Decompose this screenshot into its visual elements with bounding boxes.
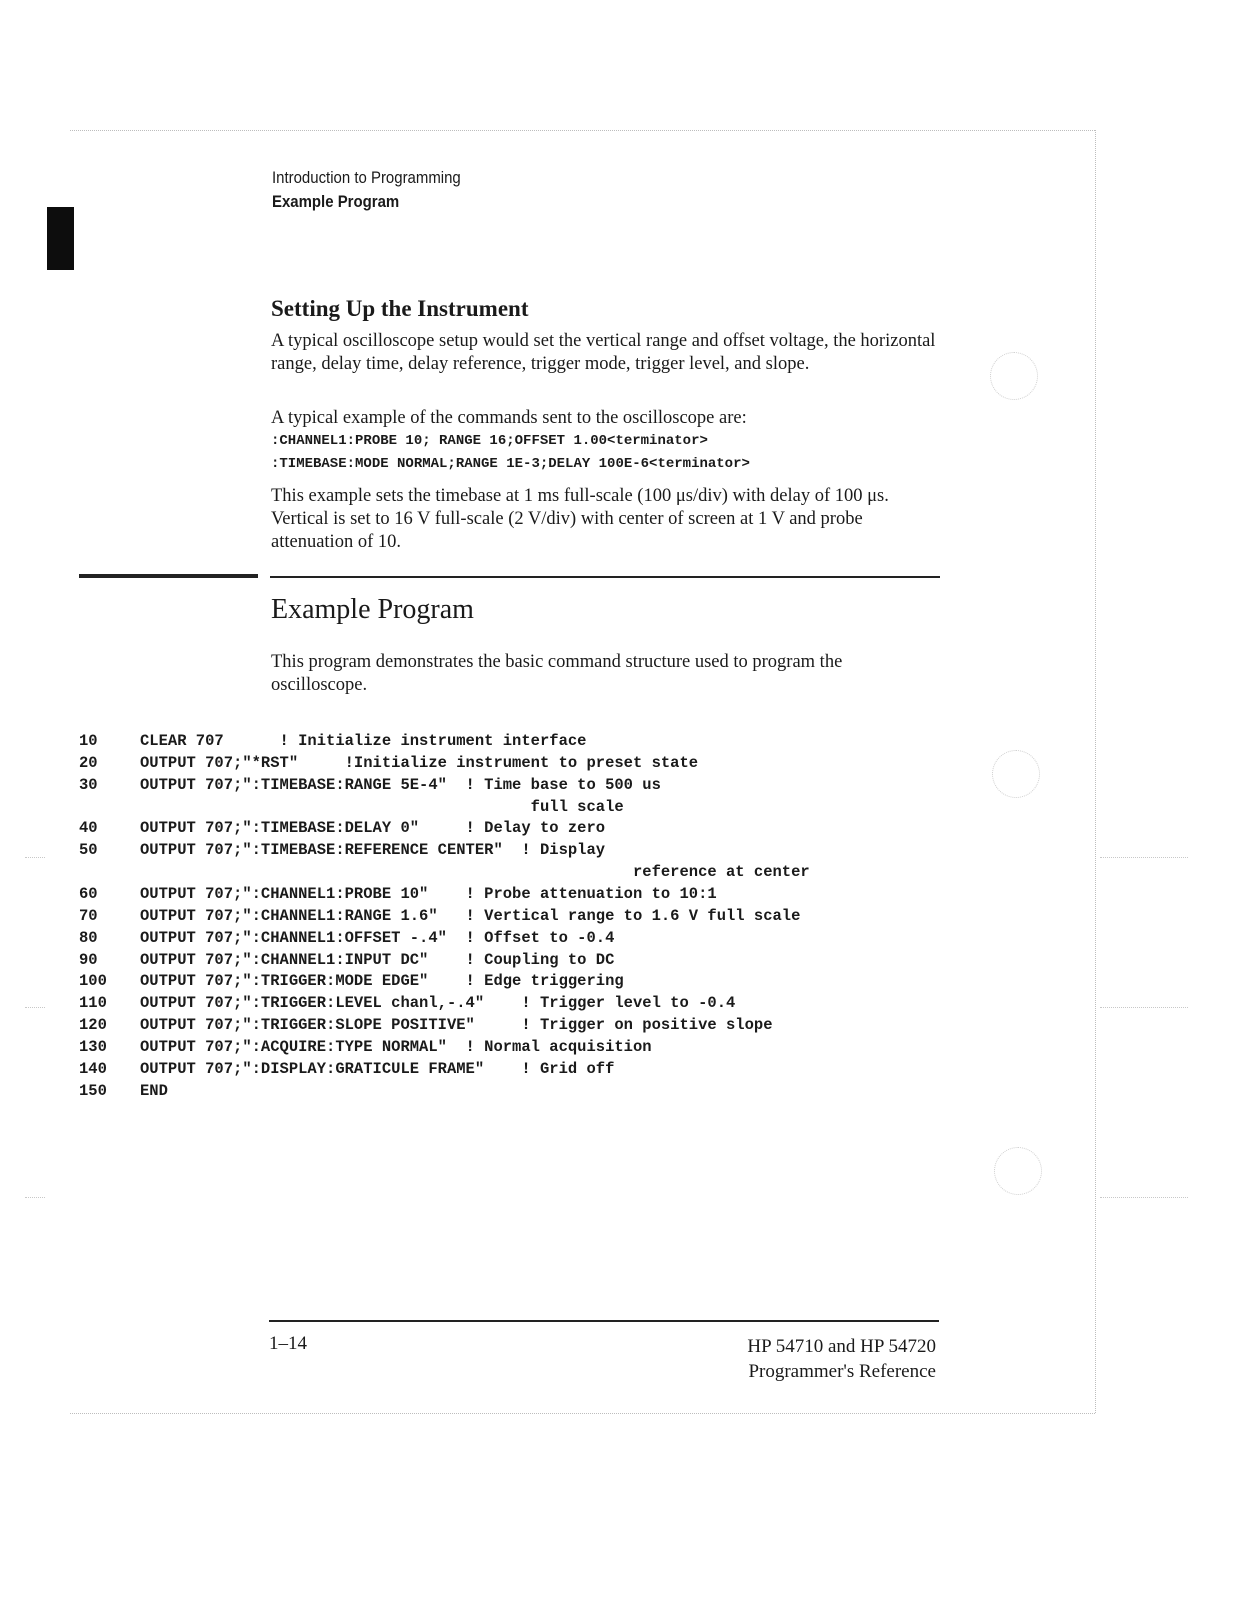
code-line-number: 140 — [79, 1060, 107, 1078]
code-line-text: OUTPUT 707;":DISPLAY:GRATICULE FRAME" ! Grid off — [140, 1060, 615, 1078]
chapter-thumb-tab — [47, 207, 74, 270]
code-line-number: 10 — [79, 732, 98, 750]
code-line-text: OUTPUT 707;":CHANNEL1:INPUT DC" ! Coupling to DC — [140, 951, 615, 969]
code-line-number: 50 — [79, 841, 98, 859]
page-edge-bottom — [70, 1413, 1095, 1414]
edge-mark — [25, 1197, 45, 1198]
page-edge-top — [70, 130, 1095, 131]
code-line-text: OUTPUT 707;":TRIGGER:SLOPE POSITIVE" ! Trigger on positive slope — [140, 1016, 773, 1034]
code-line-text: OUTPUT 707;"*RST" !Initialize instrument to preset state — [140, 754, 699, 772]
code-line-number: 110 — [79, 994, 107, 1012]
binder-hole — [990, 352, 1038, 400]
example-intro: This program demonstrates the basic command structure used to program the oscilloscope. — [271, 652, 843, 695]
binder-hole — [994, 1147, 1042, 1195]
section-rule — [270, 576, 940, 578]
edge-mark — [1100, 857, 1188, 858]
code-line-text: reference at center — [140, 863, 810, 881]
footer-product — [747, 1334, 936, 1384]
page-edge-right — [1095, 130, 1096, 1413]
code-line-text: OUTPUT 707;":TIMEBASE:DELAY 0" ! Delay to zero — [140, 819, 606, 837]
setup-command-1: :CHANNEL1:PROBE 10; RANGE 16;OFFSET 1.00<terminator> — [271, 433, 708, 449]
code-line-text: OUTPUT 707;":ACQUIRE:TYPE NORMAL" ! Normal acquisition — [140, 1038, 652, 1056]
running-header-section: Example Program — [272, 192, 400, 211]
code-line-text: CLEAR 707 ! Initialize instrument interface — [140, 732, 587, 750]
code-line-number: 60 — [79, 885, 98, 903]
code-line-text: END — [140, 1082, 168, 1100]
code-line-number: 150 — [79, 1082, 107, 1100]
code-line-text: OUTPUT 707;":CHANNEL1:PROBE 10" ! Probe attenuation to 10:1 — [140, 885, 717, 903]
setup-paragraph-1: A typical oscilloscope setup would set the vertical range and offset voltage, the horizontal range, delay time, delay reference, trigger mode, trigger level, and slope. — [271, 331, 936, 374]
code-line-text: full scale — [140, 798, 624, 816]
setup-paragraph-3: This example sets the timebase at 1 ms full-scale (100 μs/div) with delay of 100 μs. Vertical is set to 16 V full-scale (2 V/div) with center of screen at 1 V and probe attenuation of 10. — [271, 486, 889, 552]
code-line-text: OUTPUT 707;":TIMEBASE:REFERENCE CENTER" ! Display — [140, 841, 606, 859]
setup-command-2: :TIMEBASE:MODE NORMAL;RANGE 1E-3;DELAY 100E-6<terminator> — [271, 456, 750, 472]
code-line-number: 80 — [79, 929, 98, 947]
code-line-number: 30 — [79, 776, 98, 794]
page-number: 1–14 — [269, 1333, 307, 1354]
section-rule-thick — [79, 574, 258, 578]
code-line-text: OUTPUT 707;":TIMEBASE:RANGE 5E-4" ! Time base to 500 us — [140, 776, 661, 794]
setup-paragraph-2: A typical example of the commands sent to the oscilloscope are: — [271, 408, 747, 428]
code-line-number: 20 — [79, 754, 98, 772]
code-line-number: 100 — [79, 972, 107, 990]
footer-rule — [269, 1320, 939, 1322]
edge-mark — [25, 857, 45, 858]
code-line-number: 120 — [79, 1016, 107, 1034]
code-line-text: OUTPUT 707;":TRIGGER:LEVEL chanl,-.4" ! Trigger level to -0.4 — [140, 994, 736, 1012]
code-line-number: 90 — [79, 951, 98, 969]
edge-mark — [25, 1007, 45, 1008]
example-heading: Example Program — [271, 594, 474, 625]
footer-product-line-2: Programmer's Reference — [748, 1361, 936, 1382]
setup-heading: Setting Up the Instrument — [271, 296, 529, 321]
edge-mark — [1100, 1007, 1188, 1008]
code-line-number: 40 — [79, 819, 98, 837]
footer-product-line-1: HP 54710 and HP 54720 — [747, 1336, 936, 1357]
code-line-number: 130 — [79, 1038, 107, 1056]
running-header-chapter: Introduction to Programming — [272, 168, 461, 187]
edge-mark — [1100, 1197, 1188, 1198]
code-line-text: OUTPUT 707;":CHANNEL1:RANGE 1.6" ! Vertical range to 1.6 V full scale — [140, 907, 801, 925]
code-line-text: OUTPUT 707;":TRIGGER:MODE EDGE" ! Edge triggering — [140, 972, 624, 990]
binder-hole — [992, 750, 1040, 798]
code-line-text: OUTPUT 707;":CHANNEL1:OFFSET -.4" ! Offset to -0.4 — [140, 929, 615, 947]
code-line-number: 70 — [79, 907, 98, 925]
